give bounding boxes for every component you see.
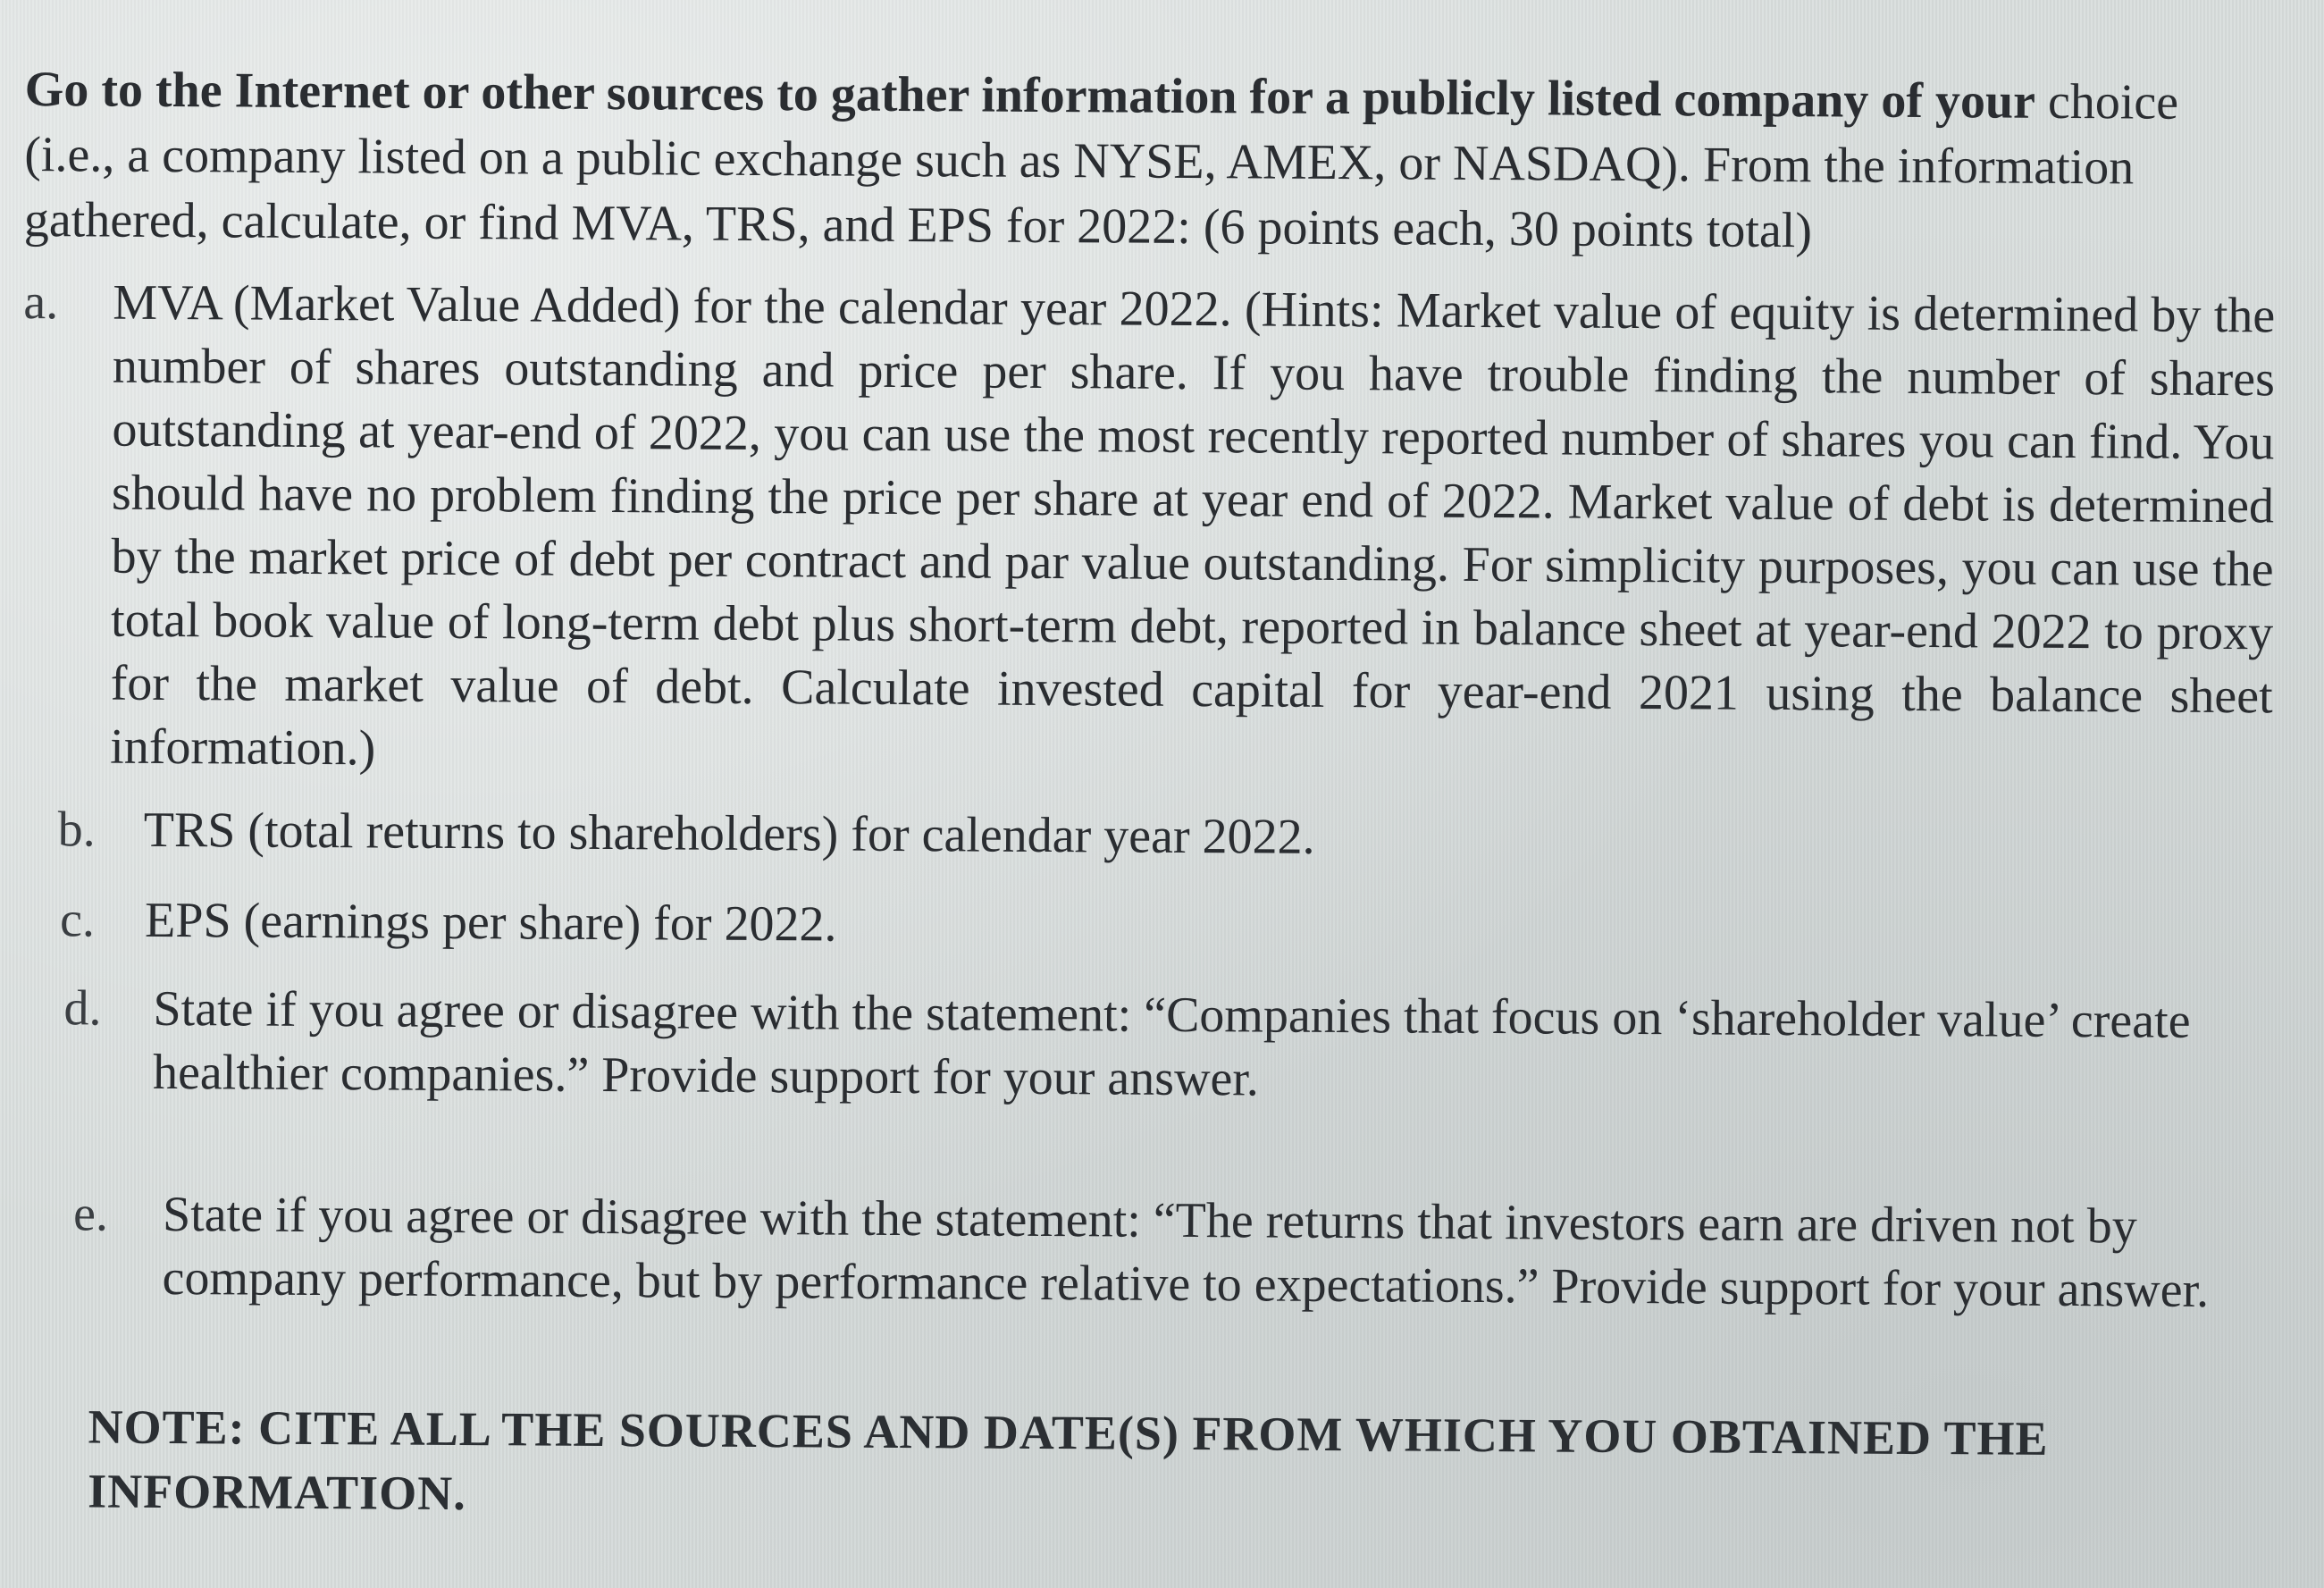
list-item-c-text: EPS (earnings per share) for 2022. — [144, 892, 837, 953]
list-marker-d: d. — [63, 980, 102, 1037]
list-item-d — [19, 977, 2271, 1117]
list-item-a-text: MVA (Market Value Added) for the calendar year 2022. (Hints: Market value of equity is determined by the number of shares outstanding and price per share. If you have trouble finding the number of shares outstanding at year-end of 2022, you can use the most recently reported number of shares you can find. You should have no problem finding the price per share at year end of 2022. Market value of debt is determined by the market price of debt per contract and par value outstanding. For simplicity purposes, you can use the total book value of long-term debt plus short-term debt, reported in balance sheet at year-end 2022 to proxy for the market value of debt. Calculate invested capital for year-end 2021 using the balance sheet information.) — [110, 274, 2276, 777]
assignment-document — [16, 57, 2277, 1584]
intro-body-text: choice (i.e., a company listed on a public exchange such as NYSE, AMEX, or NASDAQ). From the information gathered, calculate, or find MVA, TRS, and EPS for 2022: (6 points each, 30 points total) — [23, 73, 2179, 259]
list-marker-c: c. — [59, 892, 96, 948]
intro-lead-text: Go to the Internet or other sources to gather information for a publicly listed company of your — [24, 61, 2036, 130]
list-marker-b: b. — [57, 802, 96, 858]
list-item-c — [20, 888, 2271, 965]
list-marker-e: e. — [72, 1186, 109, 1242]
citation-note: NOTE: CITE ALL THE SOURCES AND DATE(S) FROM WHICH YOU OBTAINED THE INFORMATION. — [88, 1399, 2049, 1521]
list-item-b-text: TRS (total returns to shareholders) for calendar year 2022. — [143, 802, 1315, 865]
list-marker-a: a. — [23, 273, 59, 331]
list-item-e — [17, 1182, 2269, 1323]
intro-paragraph — [24, 57, 2259, 266]
list-item-d-text: State if you agree or disagree with the statement: “Companies that focus on ‘shareholder value’ create healthier companies.” Provide support for your answer. — [152, 980, 2191, 1107]
list-item-b — [21, 798, 2272, 875]
list-item-a — [21, 271, 2275, 792]
list-item-e-text: State if you agree or disagree with the statement: “The returns that investors earn are driven not by company performance, but by performance relative to expectations.” Provide support for your answer. — [162, 1186, 2210, 1318]
